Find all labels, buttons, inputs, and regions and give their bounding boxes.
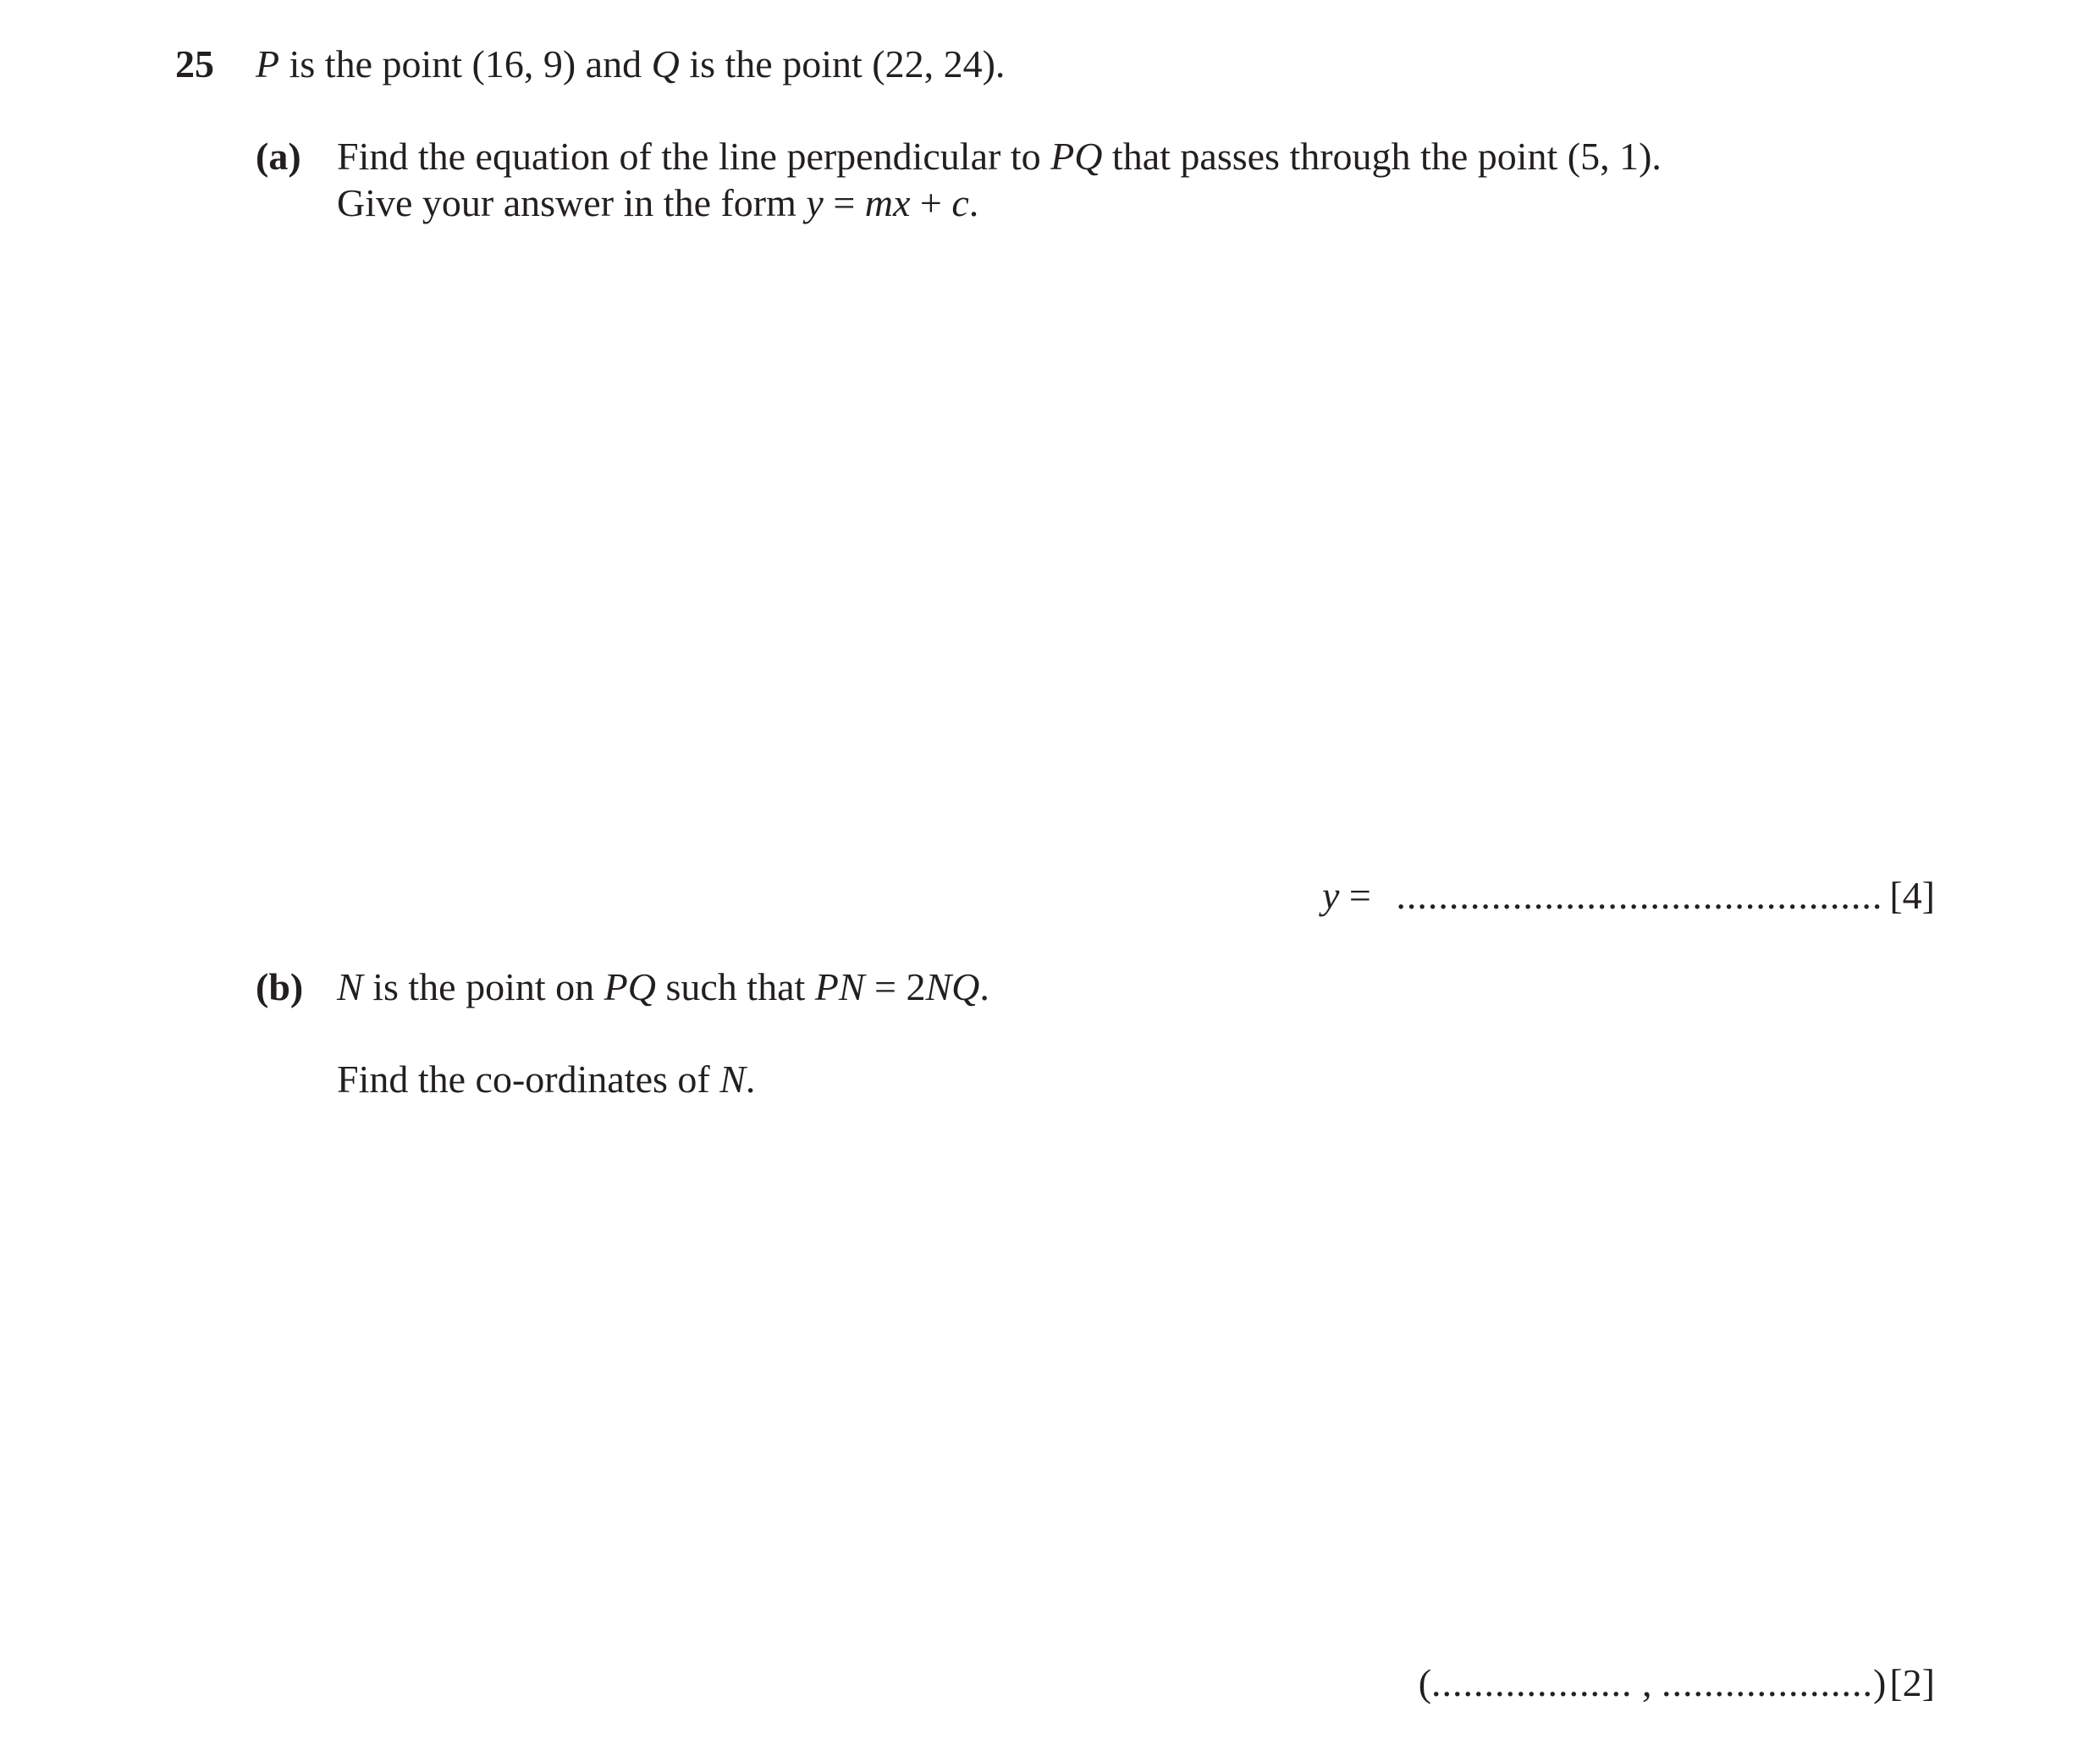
line-pq-b: PQ <box>604 965 656 1008</box>
stem-text-2: is the point (22, 24). <box>679 42 1006 86</box>
segment-nq: NQ <box>925 965 980 1008</box>
form-equals: = <box>823 181 865 224</box>
part-b-text-4: . <box>979 965 989 1008</box>
answer-close-paren: ) <box>1873 1661 1887 1704</box>
part-b-answer-line[interactable] <box>1419 1659 1935 1707</box>
form-period: . <box>968 181 979 224</box>
part-a-text-1: Find the equation of the line perpendicular to <box>337 135 1051 178</box>
part-a-answer-line[interactable] <box>1322 872 1935 919</box>
part-a-label: (a) <box>256 135 301 178</box>
point-q: Q <box>651 42 680 86</box>
part-a-line-1 <box>337 133 1662 180</box>
part-b-line-2 <box>337 1056 755 1103</box>
part-a-marks: [4] <box>1889 874 1935 917</box>
part-b-text-2: such that <box>655 965 815 1008</box>
part-a-form-text: Give your answer in the form <box>337 181 807 224</box>
stem-text-1: is the point (16, 9) and <box>279 42 652 86</box>
part-b-text-1: is the point on <box>362 965 604 1008</box>
answer-dots[interactable]: .............................................. <box>1396 874 1883 917</box>
part-a-line-2 <box>337 179 978 227</box>
line-pq: PQ <box>1050 135 1103 178</box>
form-y: y <box>806 181 824 224</box>
part-b-period: . <box>745 1057 756 1101</box>
question-stem <box>256 41 1005 88</box>
form-plus: + <box>910 181 952 224</box>
part-a-text-2: that passes through the point (5, 1). <box>1102 135 1662 178</box>
answer-y-dots[interactable]: .................... <box>1662 1661 1874 1704</box>
point-p: P <box>256 42 280 86</box>
form-c: c <box>951 181 969 224</box>
point-n-2: N <box>719 1057 746 1101</box>
point-n: N <box>337 965 363 1008</box>
answer-y: y <box>1321 874 1340 917</box>
answer-comma: , <box>1632 1661 1662 1704</box>
part-b-line-1 <box>337 964 989 1011</box>
part-b-text-3: = 2 <box>864 965 926 1008</box>
part-b-find-text: Find the co-ordinates of <box>337 1057 720 1101</box>
answer-x-dots[interactable]: ................... <box>1431 1661 1633 1704</box>
question-number: 25 <box>175 42 214 86</box>
part-b-label: (b) <box>256 965 304 1008</box>
part-b-marks: [2] <box>1889 1661 1935 1704</box>
answer-open-paren: ( <box>1418 1661 1432 1704</box>
form-mx: mx <box>864 181 911 224</box>
segment-pn: PN <box>814 965 865 1008</box>
answer-equals: = <box>1339 874 1381 917</box>
